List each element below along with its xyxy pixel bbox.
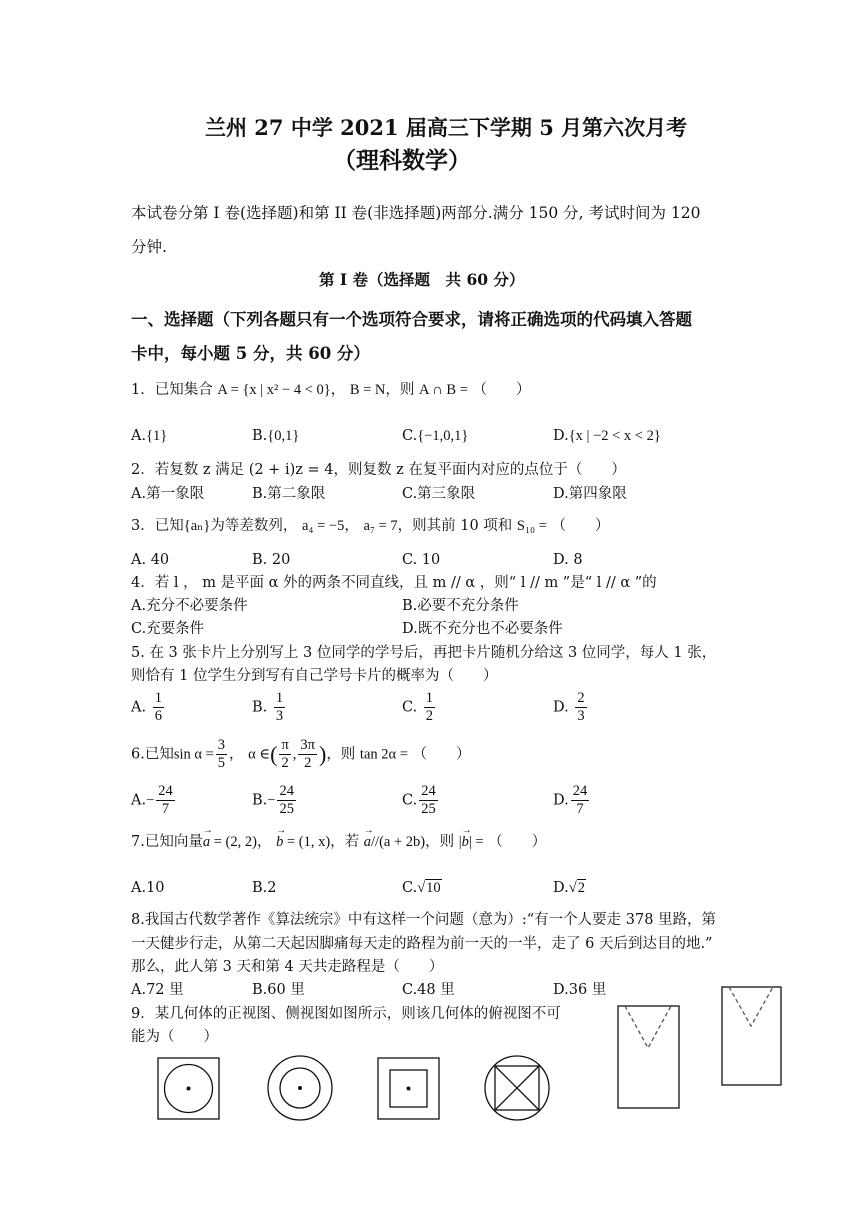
q2-option-d: D.第四象限 bbox=[553, 486, 627, 502]
q1-option-c: C.{−1,0,1} bbox=[402, 428, 469, 444]
q4-option-c: C.充要条件 bbox=[131, 621, 205, 637]
question-8-line-2: 一天健步行走，从第二天起因脚痛每天走的路程为前一天的一半，走了 6 天后到达目的地.” bbox=[131, 936, 713, 952]
q7-option-b: B.2 bbox=[252, 880, 277, 896]
question-6-stem: 6.已知sin α = $\frac{3}{5}$ ， α ∈( $\frac{\pi}{2}$ , $\frac{3\pi}{2}$ )，则 tan 2α = （ ） bbox=[131, 737, 471, 771]
exam-title: 兰州 27 中学 2021 届高三下学期 5 月第六次月考 bbox=[205, 115, 688, 140]
question-7-stem: 7.已知向量→ a = (2, 2)， → b = (1, x)，若 → a//(a + 2b)，则 |→ b| = （ ） bbox=[131, 832, 546, 852]
question-5-line-1: 5. 在 3 张卡片上分别写上 3 位同学的学号后，再把卡片随机分给这 3 位同学，每人 1 张， bbox=[131, 645, 717, 661]
question-3-stem: 3．已知{aₙ}为等差数列， a₄ = −5， a₇ = 7，则其前 10 项和 S₁₀ = （ ） bbox=[131, 518, 610, 534]
q6-option-c: C. $\frac{24}{25}$ bbox=[402, 783, 436, 817]
q4-option-b: B.必要不充分条件 bbox=[402, 598, 519, 614]
q8-option-c: C.48 里 bbox=[402, 982, 455, 998]
q5-option-c: C. $\frac{1}{2}$ bbox=[402, 690, 434, 724]
exam-subtitle: （理科数学） bbox=[333, 147, 471, 174]
question-8-line-1: 8.我国古代数学著作《算法统宗》中有这样一个问题（意为）:“有一个人要走 378 里路，第 bbox=[131, 912, 717, 928]
q1-intersection: A ∩ B = bbox=[419, 382, 468, 398]
front-view-figure bbox=[617, 1005, 681, 1110]
intro-line-1: 本试卷分第 I 卷(选择题)和第 II 卷(非选择题)两部分.满分 150 分, 考试时间为 120 bbox=[131, 204, 701, 222]
intro-line-2: 分钟. bbox=[131, 238, 167, 256]
q8-option-a: A.72 里 bbox=[131, 982, 184, 998]
q3-a7: a₇ = 7 bbox=[363, 518, 398, 534]
q6-option-b: B.− $\frac{24}{25}$ bbox=[252, 783, 294, 817]
top-view-option-d bbox=[483, 1054, 551, 1122]
top-view-option-c bbox=[377, 1057, 441, 1121]
question-9-line-1: 9．某几何体的正视图、侧视图如图所示，则该几何体的俯视图不可 bbox=[131, 1006, 561, 1022]
q3-s10: S₁₀ = bbox=[516, 518, 547, 534]
q2-option-a: A.第一象限 bbox=[131, 486, 205, 502]
q8-option-b: B.60 里 bbox=[252, 982, 305, 998]
q8-option-d: D.36 里 bbox=[553, 982, 607, 998]
q4-option-d: D.既不充分也不必要条件 bbox=[402, 621, 563, 637]
q5-option-d: D. $\frac{2}{3}$ bbox=[553, 690, 585, 724]
question-5-line-2: 则恰有 1 位学生分到写有自己学号卡片的概率为（ ） bbox=[131, 668, 498, 684]
q1-set-b: B = N bbox=[349, 382, 386, 398]
q2-option-c: C.第三象限 bbox=[402, 486, 476, 502]
question-4-stem: 4．若 l ， m 是平面 α 外的两条不同直线，且 m // α ，则“ l // m ”是“ l // α ”的 bbox=[131, 575, 657, 591]
q3-option-c: C. 10 bbox=[402, 552, 441, 568]
q7-option-d: D.√2 bbox=[553, 880, 585, 896]
q5-option-b: B. $\frac{1}{3}$ bbox=[252, 690, 284, 724]
q1-option-d: D.{x | −2 < x < 2} bbox=[553, 428, 661, 444]
q7-option-c: C.√10 bbox=[402, 880, 441, 896]
question-9-line-2: 能为（ ） bbox=[131, 1029, 218, 1045]
q2-option-b: B.第二象限 bbox=[252, 486, 326, 502]
top-view-option-a bbox=[157, 1057, 221, 1121]
section-title-line-1: 一、选择题（下列各题只有一个选项符合要求，请将正确选项的代码填入答题 bbox=[131, 310, 692, 329]
q1-option-b: B.{0,1} bbox=[252, 428, 300, 444]
q6-option-a: A.− $\frac{24}{7}$ bbox=[131, 783, 173, 817]
q3-sequence: {aₙ} bbox=[183, 518, 211, 534]
q3-option-d: D. 8 bbox=[553, 552, 583, 568]
q3-option-b: B. 20 bbox=[252, 552, 291, 568]
q3-option-a: A. 40 bbox=[131, 552, 170, 568]
q5-option-a: A. $\frac{1}{6}$ bbox=[131, 690, 162, 724]
side-view-figure bbox=[721, 986, 783, 1087]
q1-option-a: A.{1} bbox=[131, 428, 168, 444]
q6-option-d: D. $\frac{24}{7}$ bbox=[553, 783, 588, 817]
top-view-option-b bbox=[266, 1054, 334, 1122]
q1-set-a: A = {x | x² − 4 < 0} bbox=[217, 382, 331, 398]
question-8-line-3: 那么，此人第 3 天和第 4 天共走路程是（ ） bbox=[131, 959, 444, 975]
q3-a4: a₄ = −5 bbox=[301, 518, 345, 534]
question-2-stem: 2．若复数 z 满足 (2 + i)z = 4，则复数 z 在复平面内对应的点位于（ ） bbox=[131, 462, 626, 478]
section-title-line-2: 卡中，每小题 5 分，共 60 分） bbox=[131, 344, 370, 363]
q4-option-a: A.充分不必要条件 bbox=[131, 598, 248, 614]
section-heading: 第 I 卷（选择题 共 60 分） bbox=[319, 270, 525, 289]
question-1-stem: 1．已知集合 A = {x | x² − 4 < 0}， B = N，则 A ∩ B = （ ） bbox=[131, 382, 531, 398]
q7-option-a: A.10 bbox=[131, 880, 165, 896]
